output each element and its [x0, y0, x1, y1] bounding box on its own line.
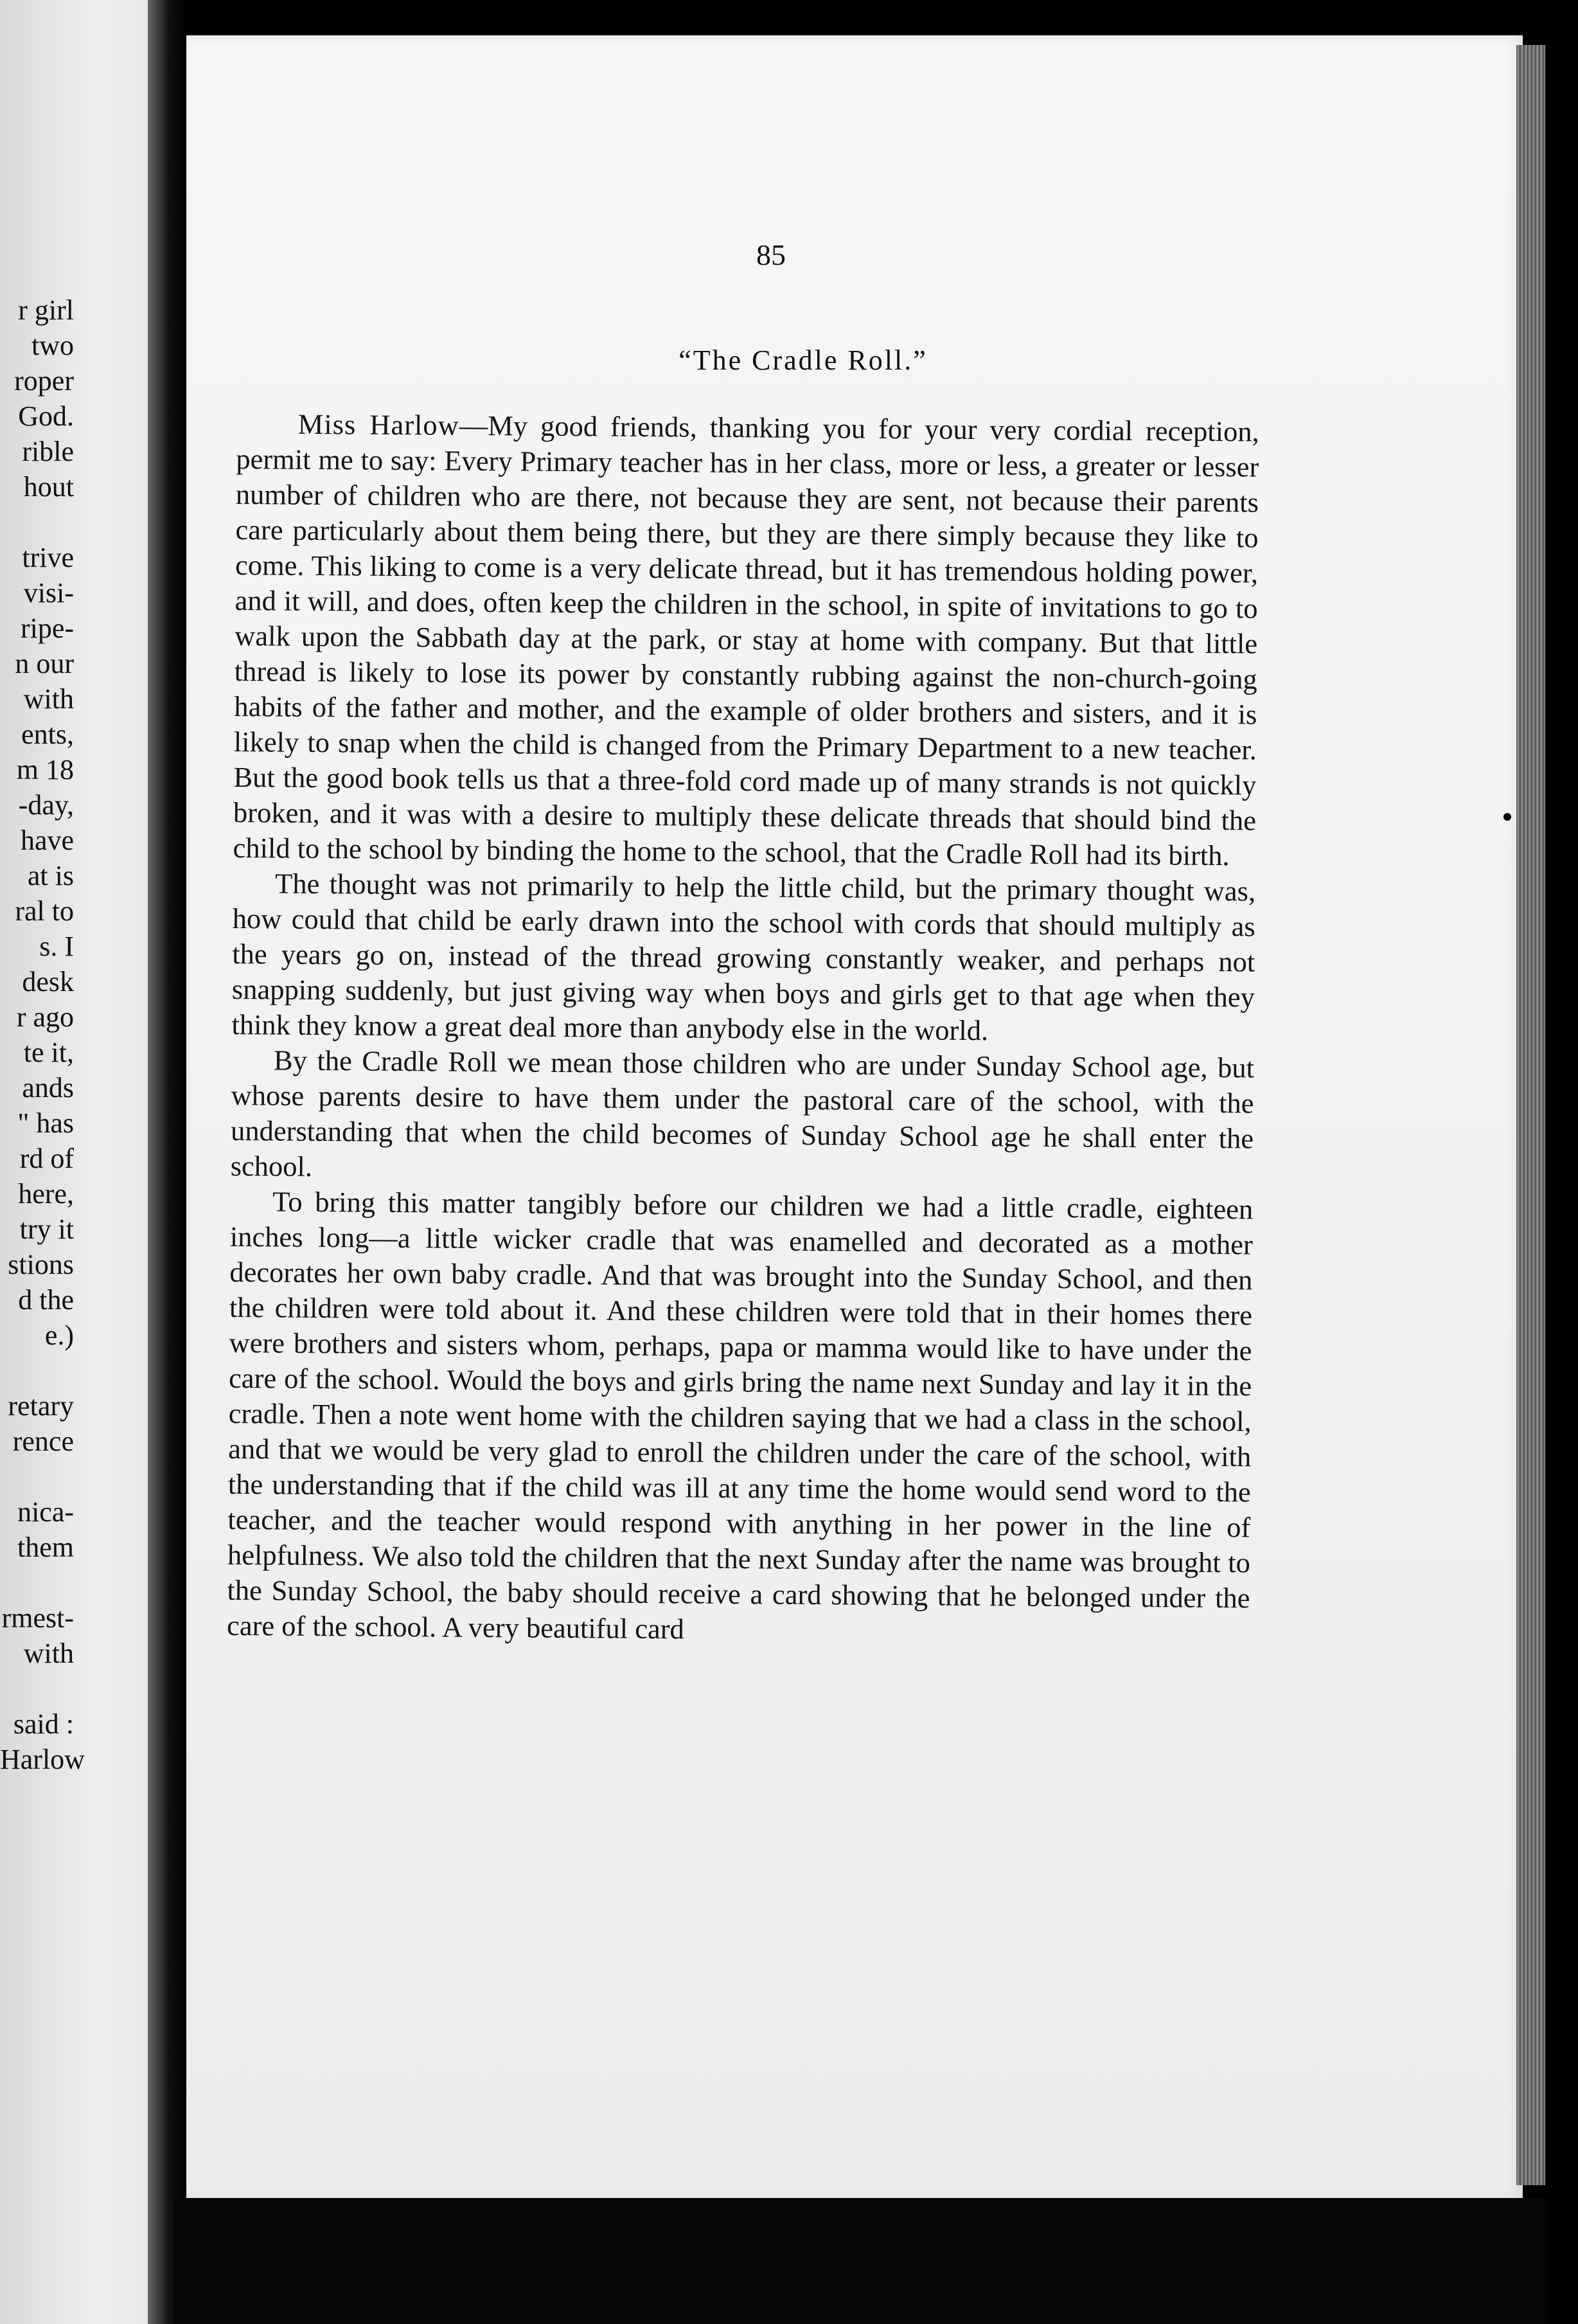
paragraph-3: By the Cradle Roll we mean those children who are under Sunday School age, but whose parents desire to have them under the pastoral care of the school, with the understanding that when the child becomes of Sunday School age he shall enter the school. [230, 1044, 1255, 1183]
left-page-line: rd of [19, 1143, 74, 1174]
paragraph-1 [233, 406, 1259, 873]
scan-border [173, 2198, 1548, 2324]
left-page-line: desk [22, 966, 74, 997]
left-page-line [0, 1671, 74, 1706]
left-page-line: m 18 [16, 754, 74, 785]
left-page-line: -day, [18, 789, 74, 821]
left-page-line: with [23, 683, 74, 715]
left-page-line: them [17, 1532, 74, 1563]
left-page-line [0, 1353, 74, 1388]
book-gutter [148, 0, 186, 2324]
left-page-line: stions [8, 1249, 74, 1280]
left-page-line: s. I [39, 931, 74, 962]
page-edge-stack [1516, 45, 1545, 2185]
left-page-line: ral to [15, 895, 74, 927]
left-page-line: two [31, 330, 74, 361]
left-page-line [0, 1459, 74, 1494]
left-page-line: try it [19, 1213, 74, 1245]
left-page-line: retary [8, 1390, 74, 1422]
left-page-line: nica- [17, 1496, 74, 1528]
paragraph-4: To bring this matter tangibly before our children we had a little cradle, eighteen inches long—a little wicker cradle that was enamelled and decorated as a mother decorates her own baby cradle. And that was brought into the Sunday School, and then the children were told about it. And these children were told that in their homes there were brothers and sisters whom, perhaps, papa or mamma would like to have under the care of the school. Would the boys and girls bring the name next Sunday and lay it in the cradle. Then a note went home with the children saying that we had a class in the school, and that we would be very glad to enroll the children under the care of the school, with the understanding that if the child was ill at any time the home would send word to the teacher, and the teacher would respond with anything in her power in the line of helpfulness. We also told the children that the next Sunday after the name was brought to the Sunday School, the baby should receive a card showing that he belonged under the care of the school. A very beautiful card [226, 1185, 1254, 1645]
left-page-line: have [20, 825, 74, 856]
left-page-line: ands [22, 1072, 74, 1104]
left-page-line: rmest- [1, 1602, 74, 1634]
left-page-line: d the [18, 1284, 74, 1316]
left-page-text [0, 292, 85, 1777]
left-page-line: visi- [23, 577, 74, 609]
left-page-line: te it, [23, 1037, 74, 1068]
left-page-line: at is [27, 860, 74, 891]
body-text [227, 406, 1259, 1651]
left-page-line: r ago [16, 1001, 74, 1033]
left-page-line: " has [17, 1107, 74, 1139]
left-page-line [0, 505, 74, 540]
left-page-line: Harlow [0, 1744, 85, 1775]
page-number: 85 [756, 238, 786, 271]
paragraph-1-text: —My good friends, thanking you for your very cordial reception, permit me to say: Every Primary teacher has in her class, more or less, a greater or lesser number of children who are there, not because they are sent, not because their parents care particularly about them being there, but they are there simply because they like to come. This liking to come is a very delicate thread, but it has tremendous holding power, and it will, and does, often keep the children in the school, in spite of invitations to go to walk upon the Sabbath day at the park, or stay at home with company. But that little thread is likely to lose its power by constantly rubbing against the non-church-going habits of the father and mother, and the example of older brothers and sisters, and it is likely to snap when the child is changed from the Primary Department to a new teacher. But the good book tells us that a three-fold cord made up of many strands is not quickly broken, and it was with a desire to multiply these delicate threads that should bind the child to the school by binding the home to the school, that the Cradle Roll had its birth. [233, 409, 1259, 872]
left-page-line: ents, [21, 719, 74, 750]
left-page-line: e.) [44, 1319, 74, 1351]
section-heading: “The Cradle Roll.” [678, 344, 928, 376]
left-page-line: hout [23, 471, 74, 503]
left-page-line: rible [22, 436, 74, 467]
left-page-line: rence [12, 1426, 74, 1457]
left-page-line: said : [13, 1708, 74, 1740]
left-page-line: God. [18, 400, 74, 432]
left-page-line: trive [22, 542, 74, 573]
left-page-line: r girl [18, 294, 74, 326]
margin-mark [1503, 813, 1511, 821]
paragraph-2: The thought was not primarily to help the little child, but the primary thought was, how could that child be early drawn into the school with cords that should multiply as the years go on, instead of the thread growing constantly weaker, and perhaps not snapping suddenly, but just giving way when boys and girls get to that age when they think they know a great deal more than anybody else in the world. [231, 867, 1256, 1047]
speaker-name: Miss Harlow [297, 407, 459, 442]
left-page-line [0, 1565, 74, 1600]
left-page-line: here, [18, 1178, 74, 1210]
left-page-line: ripe- [20, 612, 74, 644]
left-page-fragment [0, 0, 164, 2324]
left-page-line: n our [15, 648, 74, 679]
left-page-line: roper [14, 365, 74, 397]
left-page-line: with [23, 1638, 74, 1669]
